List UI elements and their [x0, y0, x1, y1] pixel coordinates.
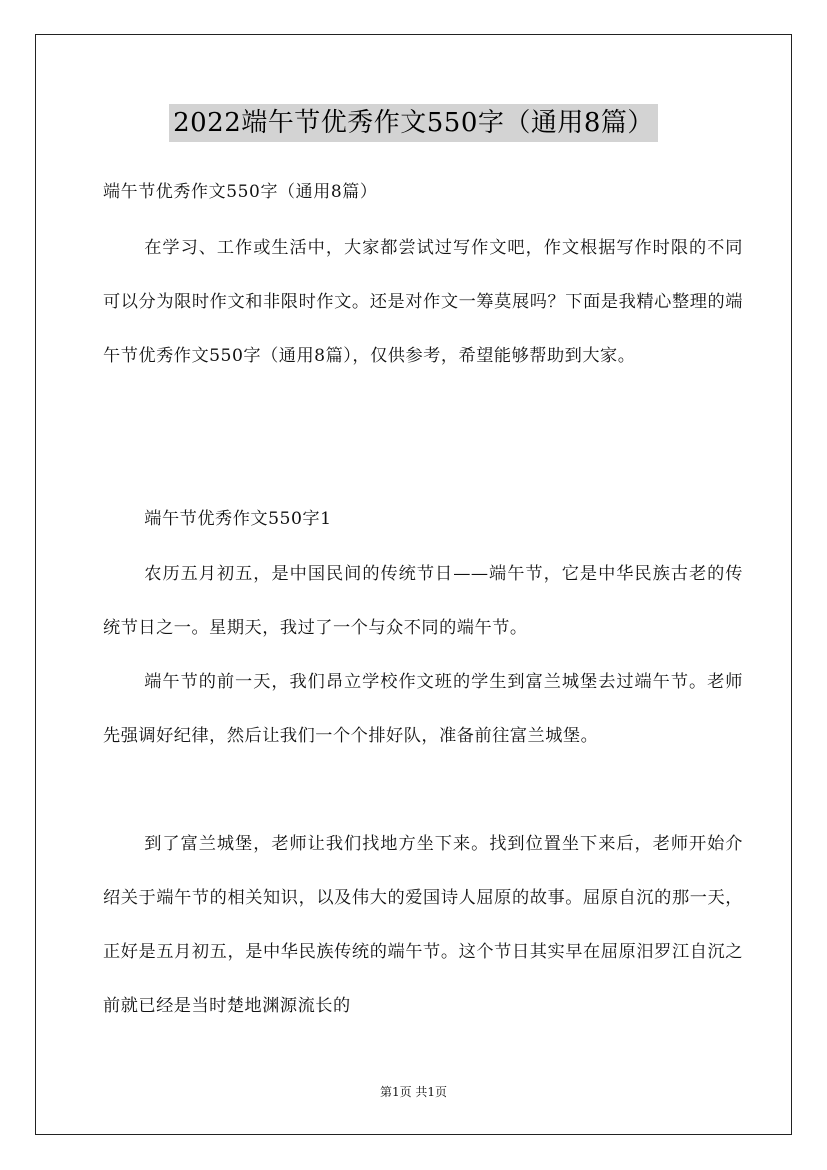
title-container: [0, 104, 827, 142]
intro-paragraph: 在学习、工作或生活中，大家都尝试过写作文吧，作文根据写作时限的不同可以分为限时作文和非限时作文。还是对作文一筹莫展吗？下面是我精心整理的端午节优秀作文550字（通用8篇），仅供参考，希望能够帮助到大家。: [103, 238, 743, 366]
body-paragraph: 农历五月初五，是中国民间的传统节日——端午节，它是中华民族古老的传统节日之一。星期天，我过了一个与众不同的端午节。: [103, 564, 743, 638]
body-paragraph: 端午节的前一天，我们昂立学校作文班的学生到富兰城堡去过端午节。老师先强调好纪律，然后让我们一个个排好队，准备前往富兰城堡。: [103, 672, 743, 746]
body-paragraph: 到了富兰城堡，老师让我们找地方坐下来。找到位置坐下来后，老师开始介绍关于端午节的相关知识，以及伟大的爱国诗人屈原的故事。屈原自沉的那一天，正好是五月初五，是中华民族传统的端午节。这个节日其实早在屈原汨罗江自沉之前就已经是当时楚地渊源流长的: [103, 834, 743, 1016]
document-subtitle: 端午节优秀作文550字（通用8篇）: [103, 182, 378, 202]
section-heading: 端午节优秀作文550字1: [144, 509, 332, 529]
page-title: 2022端午节优秀作文550字（通用8篇）: [169, 104, 658, 142]
page-footer: 第1页 共1页: [379, 1085, 448, 1099]
